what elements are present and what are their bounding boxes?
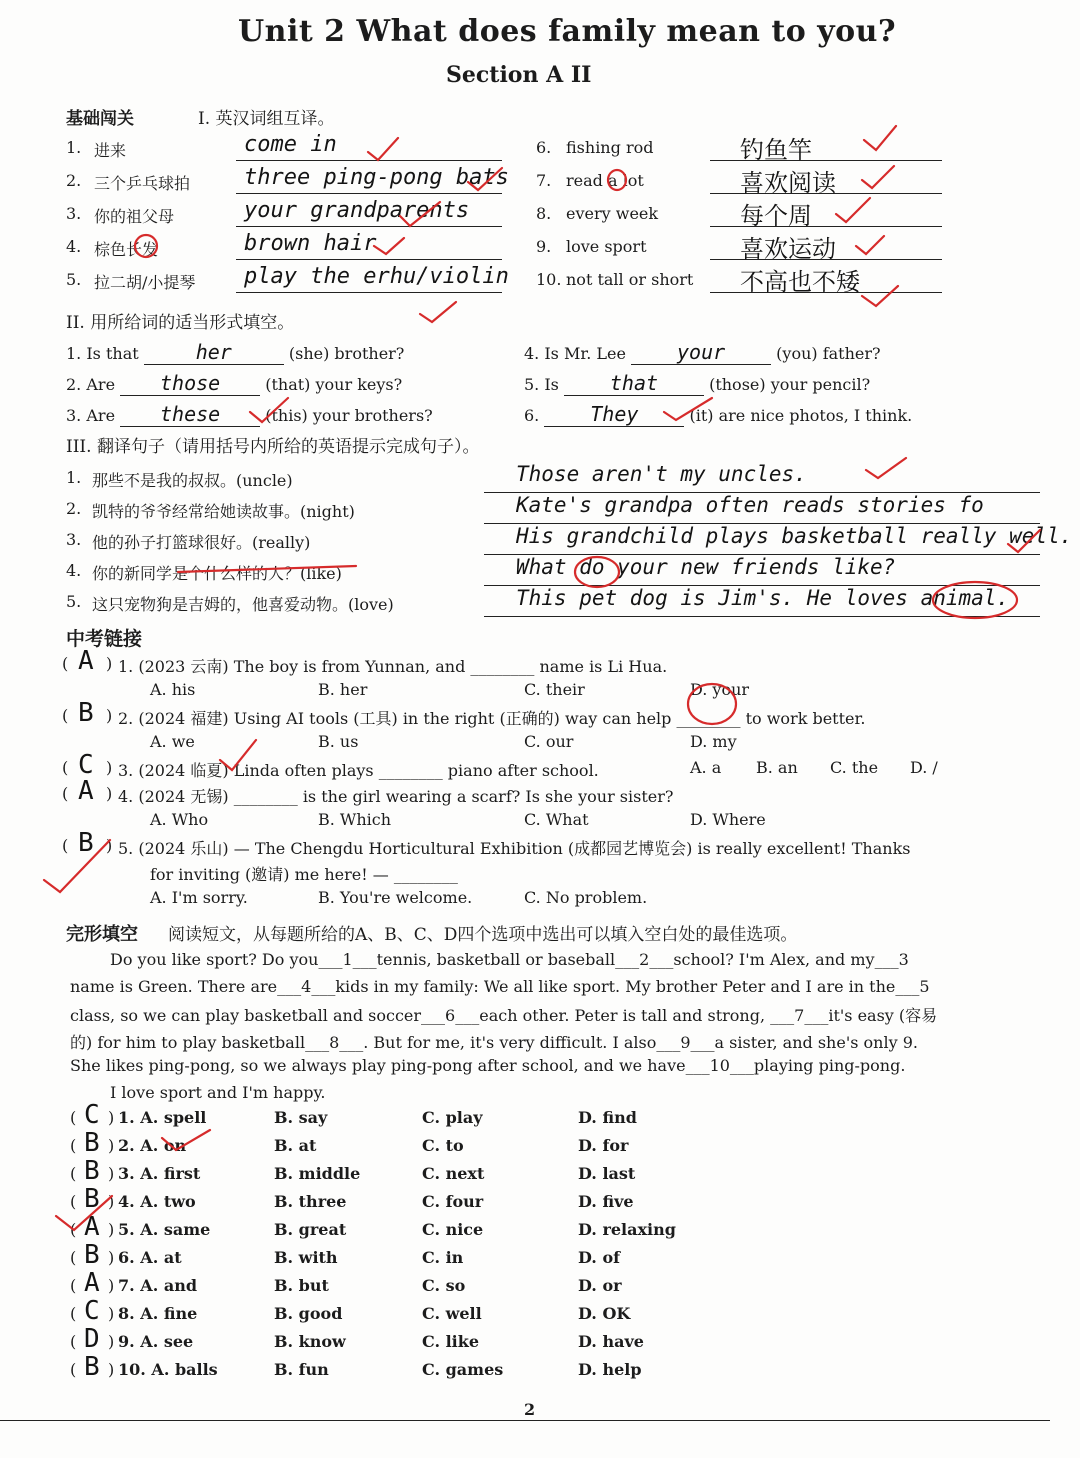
item-prompt: 他的孙子打篮球很好。(really)	[92, 533, 311, 552]
item-number: 6.	[524, 406, 540, 425]
item-number: 1.	[66, 468, 82, 487]
option: C. like	[422, 1332, 480, 1351]
item-prompt: 进来	[94, 141, 127, 160]
option: D. of	[578, 1248, 620, 1267]
answer-paren-close: )	[108, 1192, 115, 1211]
item-number: 2.	[66, 171, 82, 190]
option: C. in	[422, 1248, 464, 1267]
option: C. the	[830, 758, 879, 777]
handwritten-answer: 每个周	[740, 202, 812, 230]
handwritten-choice: A	[78, 776, 94, 806]
item-before: Is that	[86, 344, 139, 363]
option: B. You're welcome.	[318, 888, 473, 907]
section-label-exam: 中考链接	[66, 628, 143, 650]
option: D. help	[578, 1360, 642, 1379]
answer-paren-close: )	[106, 836, 113, 855]
section1-instruction: I. 英汉词组互译。	[198, 109, 335, 129]
item-number: 7.	[536, 171, 552, 190]
passage-line: I love sport and I'm happy.	[110, 1082, 326, 1102]
option: D. /	[910, 758, 938, 777]
section-label-cloze: 完形填空	[66, 924, 138, 945]
answer-paren-close: )	[108, 1164, 115, 1183]
option: 7. A. and	[118, 1276, 198, 1295]
option: B. an	[756, 758, 798, 777]
option: D. for	[578, 1136, 629, 1155]
option: A. we	[150, 732, 195, 751]
option: D. or	[578, 1276, 622, 1295]
option: 2. A. on	[118, 1136, 187, 1155]
section2-instruction: II. 用所给词的适当形式填空。	[66, 313, 295, 333]
handwritten-answer: that	[564, 371, 704, 396]
question-stem: 4. (2024 无锡) ________ is the girl wearing a scarf? Is she your sister?	[118, 787, 674, 806]
item-number: 6.	[536, 138, 552, 157]
item-after: (she) brother?	[288, 344, 405, 363]
item-number: 5.	[524, 375, 540, 394]
option: C. to	[422, 1136, 464, 1155]
option: B. three	[274, 1192, 347, 1211]
answer-paren-close: )	[108, 1108, 115, 1127]
passage-line: Do you like sport? Do you___1___tennis, basketball or baseball___2___school? I'm Alex, and my___3	[110, 950, 909, 969]
option: D. OK	[578, 1304, 631, 1323]
option: B. with	[274, 1248, 338, 1267]
handwritten-answer: 钓鱼竿	[740, 136, 812, 164]
handwritten-answer: What do your new friends like?	[516, 555, 896, 579]
handwritten-choice: B	[84, 1352, 100, 1382]
item-number: 1.	[66, 138, 82, 157]
answer-line	[236, 193, 502, 194]
item-number: 3.	[66, 530, 82, 549]
handwritten-answer: Those aren't my uncles.	[516, 462, 807, 486]
handwritten-choice: B	[84, 1184, 100, 1214]
passage-line: class, so we can play basketball and soccer___6___each other. Peter is tall and strong, ___7___it's easy (容易	[70, 1006, 938, 1025]
handwritten-answer: His grandchild plays basketball really well.	[516, 524, 1073, 548]
fill-item	[66, 371, 402, 396]
option: C. next	[422, 1164, 485, 1183]
answer-paren-open: (	[62, 706, 69, 725]
option: B. fun	[274, 1360, 329, 1379]
item-after: (that) your keys?	[265, 375, 403, 394]
handwritten-choice: A	[78, 646, 94, 676]
check-mark	[864, 126, 896, 150]
handwritten-answer: her	[144, 340, 284, 365]
option: B. but	[274, 1276, 329, 1295]
fill-item	[524, 402, 912, 427]
item-prompt: not tall or short	[566, 270, 694, 289]
fill-item	[66, 340, 404, 365]
option: B. good	[274, 1304, 343, 1323]
item-number: 4.	[524, 344, 540, 363]
fill-item	[524, 371, 870, 396]
item-number: 1.	[66, 344, 82, 363]
option: 5. A. same	[118, 1220, 211, 1239]
option: C. What	[524, 810, 589, 829]
answer-paren-close: )	[108, 1248, 115, 1267]
handwritten-choice: B	[84, 1240, 100, 1270]
option: D. your	[690, 680, 750, 699]
handwritten-choice: C	[78, 750, 94, 780]
option: C. their	[524, 680, 585, 699]
handwritten-answer: brown hair	[244, 231, 377, 256]
option: C. play	[422, 1108, 483, 1127]
item-after: (you) father?	[776, 344, 881, 363]
answer-paren-open: (	[62, 654, 69, 673]
item-number: 5.	[66, 592, 82, 611]
answer-line	[236, 259, 502, 260]
handwritten-answer: 不高也不矮	[740, 268, 860, 296]
option: C. games	[422, 1360, 504, 1379]
option: A. I'm sorry.	[150, 888, 248, 907]
option: 9. A. see	[118, 1332, 194, 1351]
answer-paren-open: (	[70, 1220, 77, 1239]
answer-paren-close: )	[108, 1360, 115, 1379]
answer-paren-close: )	[106, 758, 113, 777]
option: D. last	[578, 1164, 636, 1183]
answer-paren-open: (	[70, 1136, 77, 1155]
answer-paren-close: )	[108, 1304, 115, 1323]
check-mark	[836, 198, 870, 222]
option: 1. A. spell	[118, 1108, 207, 1127]
option: C. nice	[422, 1220, 484, 1239]
handwritten-answer: They	[544, 402, 684, 427]
option: A. Who	[150, 810, 209, 829]
handwritten-answer: your grandparents	[244, 198, 470, 223]
option: C. our	[524, 732, 574, 751]
option: D. have	[578, 1332, 644, 1351]
handwritten-choice: B	[78, 698, 94, 728]
item-after: (this) your brothers?	[265, 406, 433, 425]
answer-paren-open: (	[70, 1304, 77, 1323]
item-prompt: 这只宠物狗是吉姆的，他喜爱动物。(love)	[92, 595, 394, 614]
option: A. a	[690, 758, 722, 777]
handwritten-answer: come in	[244, 132, 337, 157]
passage-line: name is Green. There are___4___kids in my family: We all like sport. My brother Peter and I are in the___5	[70, 976, 930, 996]
option: D. find	[578, 1108, 637, 1127]
handwritten-choice: B	[84, 1156, 100, 1186]
fill-item	[524, 340, 881, 365]
item-prompt: read a lot	[566, 171, 644, 190]
item-before: Is	[544, 375, 559, 394]
section3-instruction: III. 翻译句子（请用括号内所给的英语提示完成句子）。	[66, 437, 480, 457]
footer-rule	[0, 1420, 1050, 1421]
item-prompt: love sport	[566, 237, 647, 256]
answer-paren-open: (	[70, 1360, 77, 1379]
answer-paren-close: )	[108, 1220, 115, 1239]
check-mark	[862, 166, 894, 188]
option: 8. A. fine	[118, 1304, 198, 1323]
option: D. Where	[690, 810, 766, 829]
item-number: 9.	[536, 237, 552, 256]
answer-paren-close: )	[106, 784, 113, 803]
question-stem-cont: for inviting (邀请) me here! — ________	[150, 865, 458, 884]
handwritten-answer: three ping-pong bats	[244, 165, 509, 190]
option: C. No problem.	[524, 888, 648, 907]
handwritten-answer: those	[120, 371, 260, 396]
passage-line: 的) for him to play basketball___8___. But for me, it's very difficult. I also___9___a sister, and she's only 9.	[70, 1032, 918, 1052]
option: 6. A. at	[118, 1248, 182, 1267]
handwritten-answer: 喜欢运动	[740, 235, 836, 263]
answer-line	[236, 160, 502, 161]
handwritten-answer: these	[120, 402, 260, 427]
option: B. at	[274, 1136, 317, 1155]
option: 10. A. balls	[118, 1360, 218, 1379]
item-prompt: 棕色长发	[94, 240, 159, 259]
handwritten-choice: C	[84, 1100, 100, 1130]
option: B. us	[318, 732, 359, 751]
handwritten-choice: D	[84, 1324, 100, 1354]
item-number: 3.	[66, 204, 82, 223]
answer-paren-close: )	[108, 1136, 115, 1155]
item-number: 5.	[66, 270, 82, 289]
item-before: Are	[86, 375, 116, 394]
item-before: Is Mr. Lee	[544, 344, 626, 363]
question-stem: 2. (2024 福建) Using AI tools (工具) in the right (正确的) way can help ________ to work better.	[118, 709, 866, 728]
section-title: Section A II	[446, 62, 592, 88]
check-mark	[862, 286, 898, 306]
option: B. know	[274, 1332, 346, 1351]
option: C. well	[422, 1304, 482, 1323]
answer-paren-close: )	[106, 706, 113, 725]
item-prompt: fishing rod	[566, 138, 654, 157]
option: B. middle	[274, 1164, 361, 1183]
answer-line	[236, 292, 502, 293]
handwritten-answer: Kate's grandpa often reads stories fo	[516, 493, 984, 517]
answer-line	[236, 226, 502, 227]
page-title: Unit 2 What does family mean to you?	[238, 14, 897, 49]
option: D. relaxing	[578, 1220, 676, 1239]
item-number: 3.	[66, 406, 82, 425]
item-after: (it) are nice photos, I think.	[689, 406, 913, 425]
handwritten-choice: A	[84, 1268, 100, 1298]
item-prompt: 你的新同学是个什么样的人？(like)	[92, 564, 342, 583]
answer-paren-open: (	[70, 1164, 77, 1183]
handwritten-choice: B	[78, 828, 94, 858]
handwritten-choice: A	[84, 1212, 100, 1242]
handwritten-answer: play the erhu/violin	[244, 264, 509, 289]
item-after: (those) your pencil?	[709, 375, 871, 394]
answer-paren-open: (	[70, 1276, 77, 1295]
answer-paren-open: (	[62, 784, 69, 803]
handwritten-answer: your	[631, 340, 771, 365]
check-mark	[856, 236, 884, 254]
handwritten-answer: This pet dog is Jim's. He loves animal.	[516, 586, 1010, 610]
question-stem: 3. (2024 临夏) Linda often plays ________ piano after school.	[118, 761, 599, 780]
option: D. my	[690, 732, 737, 751]
item-number: 4.	[66, 237, 82, 256]
option: B. Which	[318, 810, 392, 829]
check-mark	[866, 458, 906, 478]
option: 3. A. first	[118, 1164, 201, 1183]
option: C. four	[422, 1192, 484, 1211]
answer-paren-open: (	[62, 836, 69, 855]
item-number: 2.	[66, 375, 82, 394]
handwritten-choice: C	[84, 1296, 100, 1326]
question-stem: 5. (2024 乐山) — The Chengdu Horticultural Exhibition (成都园艺博览会) is really excellent! Thanks	[118, 839, 911, 858]
item-number: 2.	[66, 499, 82, 518]
answer-line	[484, 616, 1040, 617]
item-number: 10.	[536, 270, 562, 289]
item-prompt: 凯特的爷爷经常给她读故事。(night)	[92, 502, 355, 521]
answer-paren-open: (	[70, 1108, 77, 1127]
answer-paren-close: )	[108, 1332, 115, 1351]
question-stem: 1. (2023 云南) The boy is from Yunnan, and ________ name is Li Hua.	[118, 657, 668, 676]
answer-paren-close: )	[106, 654, 113, 673]
check-mark	[374, 238, 404, 254]
check-mark	[420, 302, 456, 322]
item-number: 8.	[536, 204, 552, 223]
check-mark	[368, 138, 398, 160]
item-prompt: 三个乒乓球拍	[94, 174, 191, 193]
answer-paren-close: )	[108, 1276, 115, 1295]
option: B. her	[318, 680, 368, 699]
handwritten-choice: B	[84, 1128, 100, 1158]
option: B. say	[274, 1108, 328, 1127]
answer-paren-open: (	[70, 1192, 77, 1211]
passage-line: She likes ping-pong, so we always play ping-pong after school, and we have___10___playing ping-pong.	[70, 1056, 906, 1075]
section-label-basic: 基础闯关	[66, 109, 134, 129]
answer-paren-open: (	[70, 1248, 77, 1267]
handwritten-answer: 喜欢阅读	[740, 169, 836, 197]
item-number: 4.	[66, 561, 82, 580]
item-prompt: 拉二胡/小提琴	[94, 273, 196, 292]
answer-paren-open: (	[70, 1332, 77, 1351]
check-mark	[44, 840, 110, 892]
answer-paren-open: (	[62, 758, 69, 777]
option: B. great	[274, 1220, 347, 1239]
item-prompt: 你的祖父母	[94, 207, 175, 226]
page-number: 2	[524, 1400, 536, 1419]
section5-instruction: 阅读短文，从每题所给的A、B、C、D四个选项中选出可以填入空白处的最佳选项。	[168, 925, 798, 945]
option: C. so	[422, 1276, 466, 1295]
option: D. five	[578, 1192, 634, 1211]
option: 4. A. two	[118, 1192, 196, 1211]
option: A. his	[150, 680, 196, 699]
item-prompt: 那些不是我的叔叔。(uncle)	[92, 471, 293, 490]
item-before: Are	[86, 406, 116, 425]
fill-item	[66, 402, 433, 427]
item-prompt: every week	[566, 204, 659, 223]
